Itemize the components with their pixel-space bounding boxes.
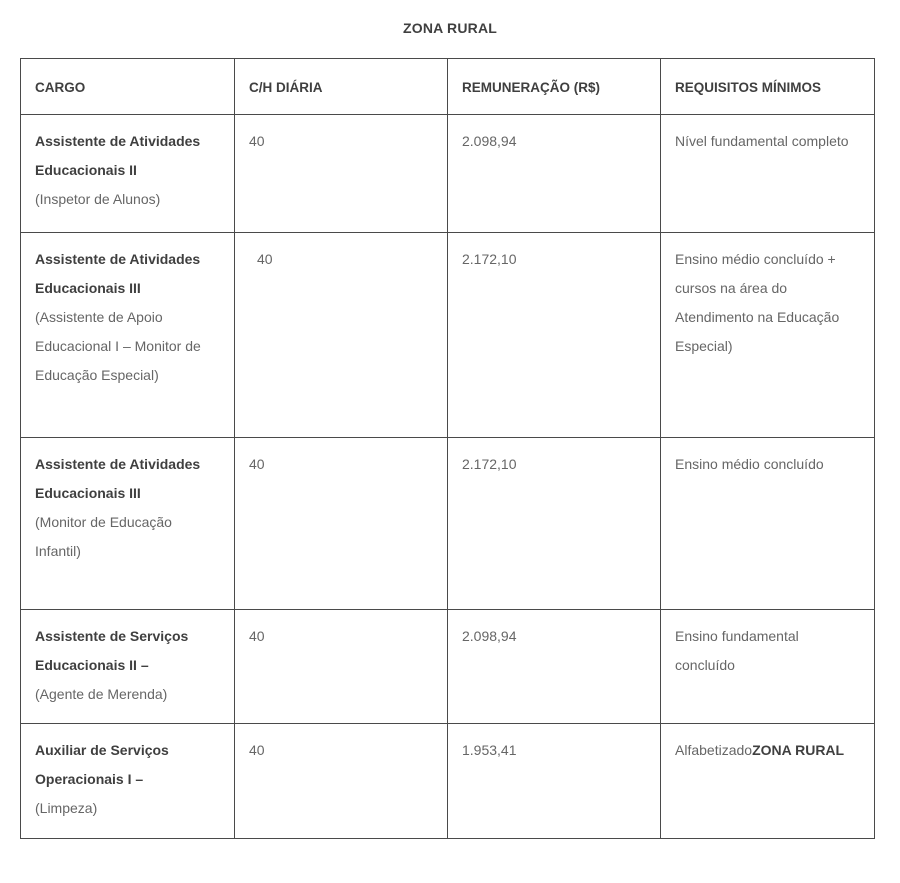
cell-ch: 40 [235, 115, 448, 233]
cell-remuneracao: 2.098,94 [448, 610, 661, 724]
header-remuneracao: REMUNERAÇÃO (R$) [448, 59, 661, 115]
requisitos-text: Nível fundamental completo [675, 133, 849, 149]
table-row [21, 610, 875, 724]
cell-ch [235, 233, 448, 438]
cell-remuneracao: 2.098,94 [448, 115, 661, 233]
requisitos-text: Ensino médio concluído + cursos na área do Atendimento na Educação Especial) [675, 251, 840, 354]
cell-requisitos [661, 724, 875, 839]
cell-ch: 40 [235, 610, 448, 724]
cargo-title: Assistente de Atividades Educacionais II [35, 133, 201, 178]
cell-remuneracao: 1.953,41 [448, 724, 661, 839]
table-row [21, 233, 875, 438]
section-title: ZONA RURAL [402, 20, 498, 36]
cargo-title: Assistente de Atividades Educacionais III [35, 456, 201, 501]
cargo-title: Assistente de Atividades Educacionais III [35, 251, 201, 296]
ch-value: 40 [257, 251, 273, 267]
cell-ch: 40 [235, 724, 448, 839]
cargo-detail: (Monitor de Educação Infantil) [35, 514, 172, 559]
table-row [21, 724, 875, 839]
requisitos-text: Ensino médio concluído [675, 456, 824, 472]
cargo-detail: (Inspetor de Alunos) [35, 191, 161, 207]
jobs-table [20, 58, 875, 839]
cell-requisitos [661, 610, 875, 724]
cell-requisitos [661, 115, 875, 233]
table-row [21, 438, 875, 610]
header-requisitos: REQUISITOS MÍNIMOS [661, 59, 875, 115]
cell-cargo [21, 438, 235, 610]
requisitos-text: Alfabetizado [675, 742, 753, 758]
cell-ch: 40 [235, 438, 448, 610]
cell-cargo [21, 115, 235, 233]
cargo-detail: (Limpeza) [35, 800, 98, 816]
cell-requisitos [661, 233, 875, 438]
cell-remuneracao: 2.172,10 [448, 438, 661, 610]
requisitos-text: Ensino fundamental concluído [675, 628, 799, 673]
cargo-detail: (Agente de Merenda) [35, 686, 168, 702]
cell-requisitos [661, 438, 875, 610]
cell-cargo [21, 610, 235, 724]
table-header-row [21, 59, 875, 115]
requisitos-bold-text: ZONA RURAL [752, 742, 845, 758]
table-row [21, 115, 875, 233]
cargo-title: Assistente de Serviços Educacionais II – [35, 628, 189, 673]
header-cargo: CARGO [21, 59, 235, 115]
cell-cargo [21, 233, 235, 438]
cargo-title: Auxiliar de Serviços Operacionais I – [35, 742, 169, 787]
cargo-detail: (Assistente de Apoio Educacional I – Monitor de Educação Especial) [35, 309, 201, 383]
cell-remuneracao: 2.172,10 [448, 233, 661, 438]
cell-cargo [21, 724, 235, 839]
header-ch-diaria: C/H DIÁRIA [235, 59, 448, 115]
